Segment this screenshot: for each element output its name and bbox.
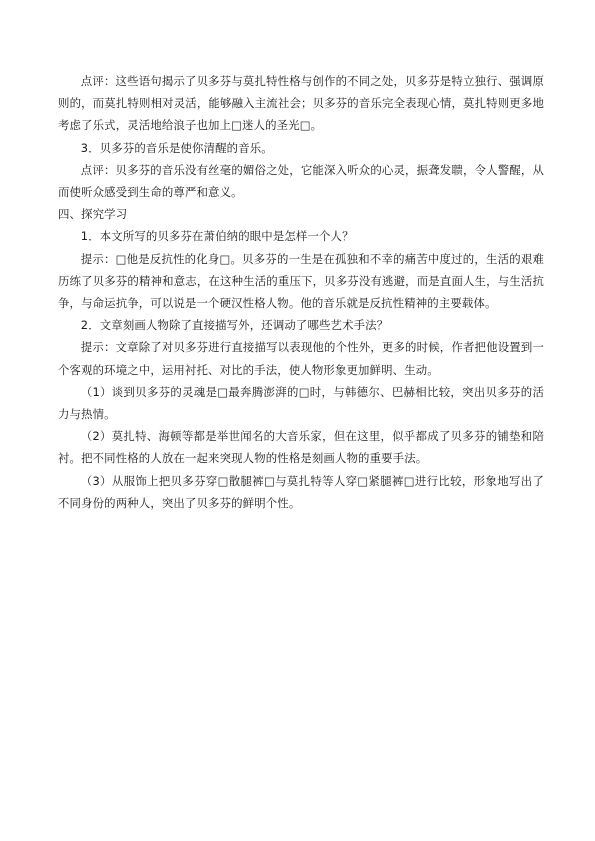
document-body	[58, 70, 544, 514]
hint-paragraph-1: 提示：□他是反抗性的化身□。贝多芬的一生是在孤独和不幸的痛苦中度过的，生活的艰难历练了贝多芬的精神和意志，在这种生活的重压下，贝多芬没有逃避，而是直面人生，与生活抗争，与命运抗争，可以说是一个硬汉性格人物。他的音乐就是反抗性精神的主要载体。	[58, 251, 544, 311]
question-1: 1．本文所写的贝多芬在萧伯纳的眼中是怎样一个人？	[80, 229, 354, 244]
hint-paragraph-2: 提示：文章除了对贝多芬进行直接描写以表现他的个性外，更多的时候，作者把他设置到一个客观的环境之中，运用衬托、对比的手法，使人物形象更加鲜明、生动。	[58, 340, 544, 377]
hint-item-3: （3）从服饰上把贝多芬穿□散腿裤□与莫扎特等人穿□紧腿裤□进行比较，形象地写出了不同身份的两种人，突出了贝多芬的鲜明个性。	[58, 473, 544, 510]
point-3-heading: 3．贝多芬的音乐是使你清醒的音乐。	[80, 140, 273, 155]
hint-item-2: （2）莫扎特、海顿等都是举世闻名的大音乐家，但在这里，似乎都成了贝多芬的铺垫和陪衬。把不同性格的人放在一起来突现人物的性格是刻画人物的重要手法。	[58, 429, 544, 466]
comment-paragraph-2: 点评：贝多芬的音乐没有丝毫的媚俗之处，它能深入听众的心灵，振聋发聩，令人警醒，从而使听众感受到生命的尊严和意义。	[58, 162, 544, 200]
question-2: 2．文章刻画人物除了直接描写外，还调动了哪些艺术手法？	[80, 318, 389, 333]
comment-paragraph-1: 点评：这些语句揭示了贝多芬与莫扎特性格与创作的不同之处，贝多芬是特立独行、强调原则的，而莫扎特则相对灵活，能够融入主流社会；贝多芬的音乐完全表现心情，莫扎特则更多地考虑了乐式，灵活地给浪子也加上□迷人的圣光□。	[58, 74, 544, 133]
hint-item-1: （1）谈到贝多芬的灵魂是□最奔腾澎湃的□时，与韩德尔、巴赫相比较，突出贝多芬的活力与热情。	[58, 384, 544, 422]
section-heading-inquiry: 四、探究学习	[58, 207, 128, 222]
